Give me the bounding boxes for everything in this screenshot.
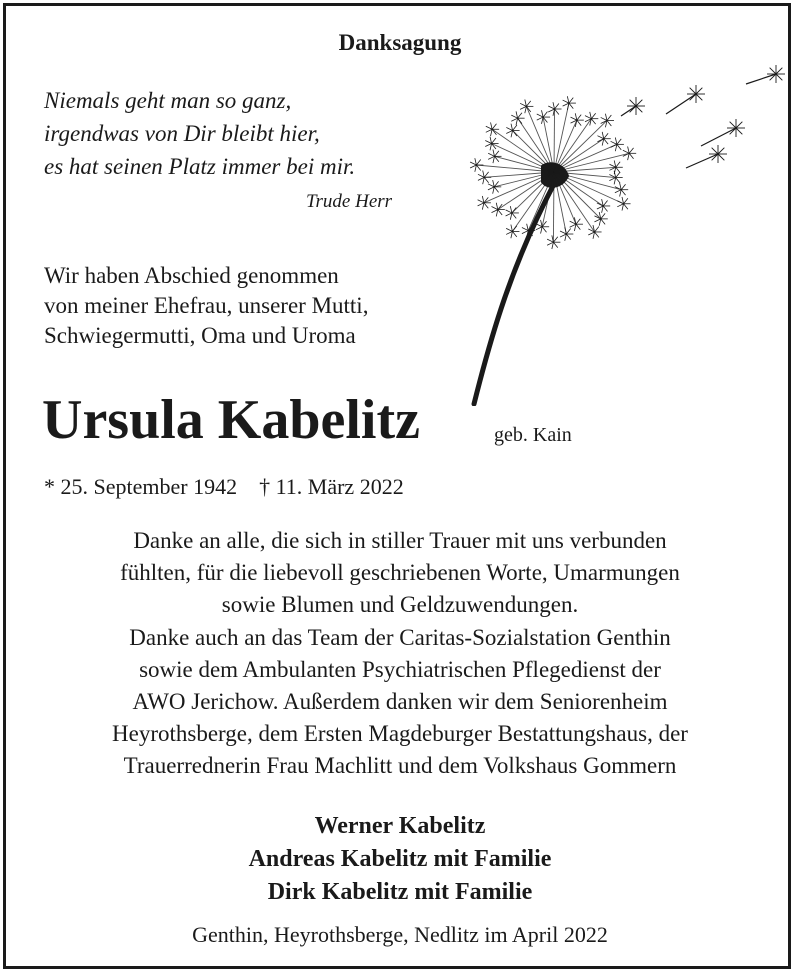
poem-line: Niemals geht man so ganz, (44, 88, 292, 113)
thanks-line: Heyrothsberge, dem Ersten Magdeburger Bestattungshaus, der (112, 721, 688, 747)
birth-name: geb. Kain (494, 424, 572, 446)
thanks-line: Danke an alle, die sich in stiller Trauer mit uns verbunden (133, 528, 667, 553)
farewell-line: Schwiegermutti, Oma und Uroma (44, 323, 356, 348)
obituary-notice (3, 3, 791, 969)
thanks-line: sowie dem Ambulanten Psychiatrischen Pflegedienst der (139, 656, 661, 682)
signers (6, 810, 794, 909)
signer-name: Dirk Kabelitz mit Familie (267, 879, 533, 905)
death-date: † 11. März 2022 (259, 474, 404, 499)
thanks-line: Danke auch an das Team der Caritas-Sozialstation Genthin (129, 624, 671, 650)
farewell-line: Wir haben Abschied genommen (44, 263, 339, 288)
poem-author: Trude Herr (306, 191, 393, 212)
thanks-line: sowie Blumen und Geldzuwendungen. (221, 592, 579, 618)
deceased-name: Ursula Kabelitz (42, 389, 420, 451)
notice-heading: Danksagung (338, 30, 462, 55)
life-dates (44, 474, 404, 500)
thanks-line: fühlten, für die liebevoll geschriebenen Worte, Umarmungen (120, 560, 680, 586)
thanks-line: AWO Jerichow. Außerdem danken wir dem Seniorenheim (132, 689, 668, 715)
birth-date: * 25. September 1942 (44, 474, 238, 499)
thanks-line: Trauerrednerin Frau Machlitt und dem Volkshaus Gommern (123, 753, 677, 779)
place-and-date: Genthin, Heyrothsberge, Nedlitz im April 2022 (192, 922, 608, 947)
poem-line: irgendwas von Dir bleibt hier, (44, 121, 320, 146)
signer-name: Werner Kabelitz (314, 813, 486, 839)
dandelion-icon (446, 56, 786, 406)
thanks-text (6, 525, 794, 783)
poem-line: es hat seinen Platz immer bei mir. (44, 154, 356, 179)
farewell-line: von meiner Ehefrau, unserer Mutti, (44, 293, 369, 318)
farewell-text (44, 261, 368, 351)
signer-name: Andreas Kabelitz mit Familie (248, 846, 552, 872)
poem-quote (44, 84, 355, 183)
